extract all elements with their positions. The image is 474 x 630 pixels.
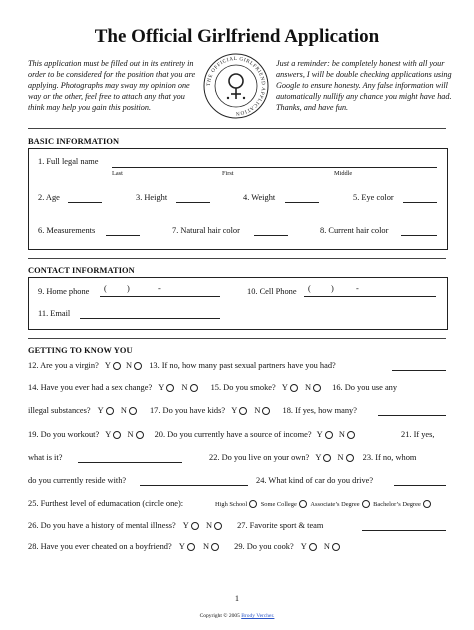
radio-circle[interactable] [113,362,121,370]
getting-to-know-heading: GETTING TO KNOW YOU [28,346,133,355]
yes-letter: Y [315,453,322,462]
q20-yes-option[interactable] [317,430,334,439]
q17-yes-option[interactable] [231,406,248,415]
seal-text: THE OFFICIAL GIRLFRIEND APPLICATION [205,55,267,117]
sport-team-field[interactable] [362,530,446,531]
no-letter: N [120,406,127,415]
no-letter: N [202,542,210,551]
current-hair-field[interactable] [401,235,437,236]
q22-no-option[interactable] [338,453,355,462]
no-letter: N [338,430,345,439]
no-letter: N [337,453,344,462]
yes-letter: Y [104,361,111,370]
edu-high-school-option[interactable] [215,500,258,508]
yes-letter: Y [300,542,307,551]
cell-phone-dash: - [356,284,359,293]
q2-label: 2. Age [38,193,60,202]
q21-label-cont: what is it? [28,453,63,462]
yes-letter: Y [105,430,112,439]
q23-label-cont: do you currently reside with? [28,476,127,485]
yes-letter: Y [182,521,189,530]
radio-circle[interactable] [129,407,137,415]
edu-bachelors-option[interactable] [373,500,432,508]
yes-letter: Y [281,383,288,392]
q14-label: 14. Have you ever had a sex change? [28,383,153,392]
q26-yes-option[interactable] [183,521,200,530]
q16-yes-option[interactable] [98,406,115,415]
q16-label: 16. Do you use any [332,383,398,392]
income-source-field[interactable] [78,462,182,463]
q17-no-option[interactable] [254,406,271,415]
radio-circle[interactable] [166,384,174,392]
edu-associates-option[interactable] [310,500,370,508]
email-field[interactable] [80,318,220,319]
radio-circle[interactable] [191,522,199,530]
intro-instructions: This application must be filled out in its entirety in order to be considered for the position that you are applying. Photographs may sway my opinion one way or the other, feel free to attach any that you think may help you gain this position. [28,59,196,112]
radio-circle[interactable] [106,407,114,415]
no-letter: N [254,406,261,415]
q27-label: 27. Favorite sport & team [237,521,324,530]
contact-info-heading: CONTACT INFORMATION [28,266,135,275]
radio-circle[interactable] [299,500,307,508]
copyright-footer [0,613,474,619]
q22-yes-option[interactable] [315,453,332,462]
q23-label: 23. If no, whom [362,453,417,462]
no-letter: N [323,542,330,551]
q9-label: 9. Home phone [38,287,90,296]
page-number: 1 [234,594,240,603]
radio-circle[interactable] [113,431,121,439]
q25-label: 25. Furthest level of edumacation (circle one): [28,499,184,508]
last-name-caption: Last [112,170,123,177]
first-name-caption: First [222,170,234,177]
radio-circle[interactable] [290,384,298,392]
eye-color-field[interactable] [403,202,437,203]
q15-label: 15. Do you smoke? [210,383,276,392]
cell-phone-field[interactable] [304,296,436,297]
q7-label: 7. Natural hair color [172,226,240,235]
q5-label: 5. Eye color [353,193,394,202]
home-phone-paren-close: ) [127,284,130,293]
yes-letter: Y [316,430,323,439]
radio-circle[interactable] [423,500,431,508]
q22-label: 22. Do you live on your own? [209,453,310,462]
reside-with-field[interactable] [140,485,248,486]
sexual-partners-field[interactable] [392,370,446,371]
q24-label: 24. What kind of car do you drive? [256,476,374,485]
yes-letter: Y [97,406,104,415]
radio-circle[interactable] [362,500,370,508]
cell-phone-paren-close: ) [331,284,334,293]
q16-label-cont: illegal substances? [28,406,91,415]
q12-yes-option[interactable] [105,361,122,370]
edu-some-college-label: Some College [260,500,297,508]
q26-label: 26. Do you have a history of mental illness? [28,521,176,530]
height-field[interactable] [176,202,210,203]
q15-no-option[interactable] [305,383,322,392]
official-seal-icon [202,52,270,120]
radio-circle[interactable] [313,384,321,392]
home-phone-paren-open: ( [104,284,107,293]
q8-label: 8. Current hair color [320,226,389,235]
home-phone-field[interactable] [100,296,220,297]
q12-label: 12. Are you a virgin? [28,361,99,370]
q28-no-option[interactable] [203,542,220,551]
q3-label: 3. Height [136,193,168,202]
intro-reminder: Just a reminder: be completely honest with all your answers, I will be double checking applications using Google to ensure honesty. Any false information will automatically nullify any chance you might have had. Thanks, and have fun. [276,59,452,112]
q20-no-option[interactable] [339,430,356,439]
edu-high-school-label: High School [215,500,248,508]
q14-no-option[interactable] [181,383,198,392]
contact-info-box [28,277,448,330]
basic-info-heading: BASIC INFORMATION [28,137,120,146]
q13-label: 13. If no, how many past sexual partners have you had? [149,361,336,370]
q6-label: 6. Measurements [38,226,96,235]
divider [28,128,446,129]
radio-circle[interactable] [239,407,247,415]
q29-no-option[interactable] [324,542,341,551]
edu-some-college-option[interactable] [261,500,308,508]
middle-name-caption: Middle [334,170,353,177]
yes-letter: Y [231,406,238,415]
no-letter: N [205,521,213,530]
q19-yes-option[interactable] [105,430,122,439]
q19-no-option[interactable] [127,430,144,439]
q18-label: 18. If yes, how many? [282,406,357,415]
radio-circle[interactable] [249,500,257,508]
q10-label: 10. Cell Phone [247,287,297,296]
edu-bachelors-label: Bachelor’s Degree [373,500,421,508]
edu-associates-label: Associate’s Degree [310,500,360,508]
radio-circle[interactable] [136,431,144,439]
home-phone-dash: - [158,284,161,293]
q19-label: 19. Do you workout? [28,430,100,439]
q12-no-option[interactable] [126,361,143,370]
natural-hair-field[interactable] [254,235,288,236]
radio-circle[interactable] [190,384,198,392]
q29-yes-option[interactable] [301,542,318,551]
radio-circle[interactable] [134,362,142,370]
author-link[interactable]: Brody Vercher. [241,613,275,619]
q15-yes-option[interactable] [282,383,299,392]
divider [28,258,446,259]
no-letter: N [304,383,312,392]
q28-label: 28. Have you ever cheated on a boyfriend? [28,542,172,551]
q28-yes-option[interactable] [179,542,196,551]
radio-circle[interactable] [347,431,355,439]
yes-letter: Y [178,542,185,551]
q26-no-option[interactable] [206,521,223,530]
radio-circle[interactable] [309,543,317,551]
q11-label: 11. Email [38,309,71,318]
q17-label: 17. Do you have kids? [149,406,226,415]
radio-circle[interactable] [332,543,340,551]
radio-circle[interactable] [211,543,219,551]
copyright-text: Copyright © 2005 [199,613,240,619]
radio-circle[interactable] [214,522,222,530]
q1-label: 1. Full legal name [38,157,99,166]
divider [28,338,446,339]
radio-circle[interactable] [323,454,331,462]
q29-label: 29. Do you cook? [234,542,294,551]
no-letter: N [181,383,188,392]
q4-label: 4. Weight [243,193,276,202]
full-name-field[interactable] [112,167,437,168]
radio-circle[interactable] [325,431,333,439]
how-many-kids-field[interactable] [378,415,446,416]
q14-yes-option[interactable] [158,383,175,392]
radio-circle[interactable] [187,543,195,551]
radio-circle[interactable] [346,454,354,462]
weight-field[interactable] [285,202,319,203]
age-field[interactable] [68,202,102,203]
car-field[interactable] [394,485,446,486]
page-title: The Official Girlfriend Application [94,26,380,47]
q20-label: 20. Do you currently have a source of income? [154,430,312,439]
no-letter: N [126,361,133,370]
yes-letter: Y [158,383,165,392]
q21-label: 21. If yes, [401,430,435,439]
cell-phone-paren-open: ( [308,284,311,293]
no-letter: N [127,430,134,439]
radio-circle[interactable] [262,407,270,415]
measurements-field[interactable] [106,235,140,236]
q16-no-option[interactable] [121,406,138,415]
